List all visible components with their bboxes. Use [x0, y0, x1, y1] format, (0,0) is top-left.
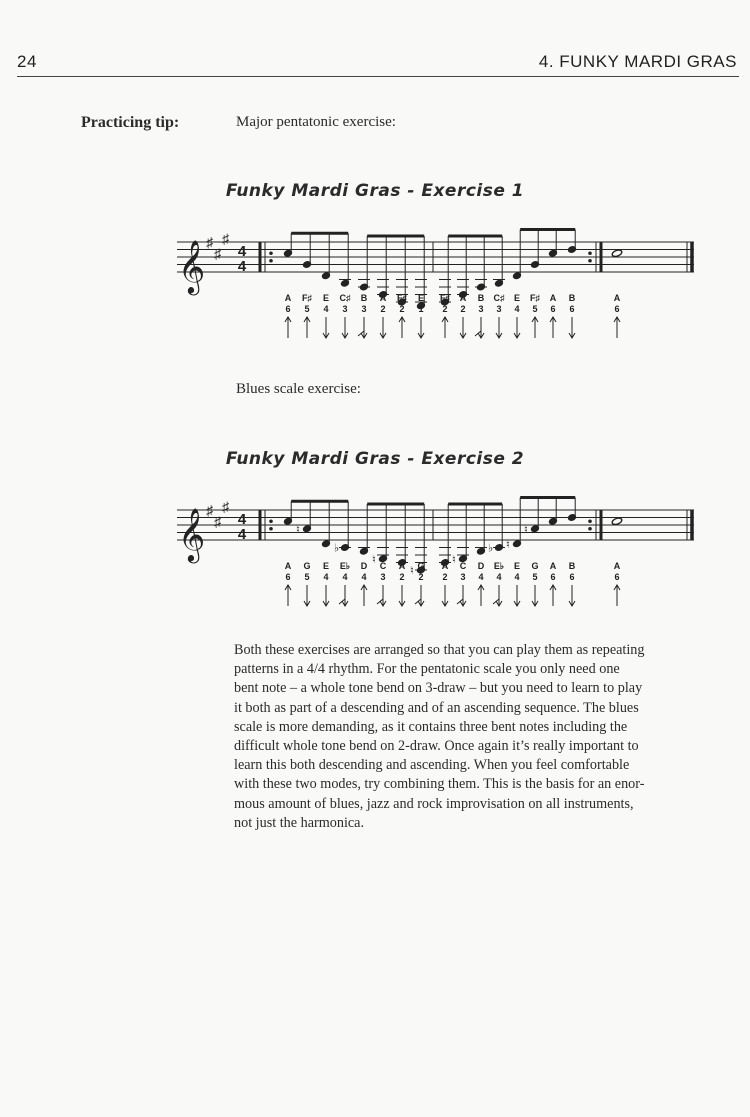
note-name-label: F♯ — [397, 293, 407, 303]
note-head — [530, 261, 539, 269]
natural-icon: ♮ — [524, 523, 528, 536]
time-signature-bottom: 4 — [237, 258, 247, 275]
bend-mark — [339, 599, 345, 604]
hole-number-label: 4 — [361, 572, 367, 582]
note-head — [512, 540, 521, 548]
flat-icon: ♭ — [334, 542, 340, 555]
hole-number-label: 6 — [614, 572, 620, 582]
note-name-label: A — [459, 293, 467, 303]
repeat-dot — [588, 259, 592, 263]
key-sharp-icon: ♯ — [206, 234, 213, 250]
breath-arrow — [377, 585, 386, 606]
practicing-tip-label: Practicing tip: — [81, 114, 180, 131]
body-line: not just the harmonica. — [234, 814, 365, 831]
breath-arrow — [399, 585, 405, 606]
hole-number-label: 1 — [418, 304, 424, 314]
hole-number-label: 3 — [342, 304, 348, 314]
hole-number-label: 6 — [285, 572, 291, 582]
note-name-label: D — [477, 561, 485, 571]
note-name-label: C♯ — [339, 293, 351, 303]
note-name-label: F♯ — [440, 293, 450, 303]
breath-arrow — [614, 585, 620, 606]
note-name-label: C — [459, 561, 467, 571]
breath-arrow — [569, 317, 575, 338]
treble-clef-icon: 𝄞 — [178, 508, 206, 560]
breath-arrow — [399, 317, 405, 338]
key-sharp-icon: ♯ — [206, 502, 213, 518]
pentatonic-caption: Major pentatonic exercise: — [236, 114, 396, 130]
breath-arrow — [478, 585, 484, 606]
hole-number-label: 3 — [460, 572, 466, 582]
bend-mark — [358, 331, 364, 336]
note-name-label: E — [322, 561, 330, 571]
key-sharp-icon: ♯ — [222, 230, 229, 247]
note-head — [512, 272, 521, 280]
body-line: mous amount of blues, jazz and rock improvisation on all instruments, — [234, 795, 634, 812]
hole-number-label: 2 — [418, 572, 424, 582]
hole-number-label: 2 — [460, 304, 466, 314]
breath-arrow — [342, 317, 348, 338]
hole-number-label: 4 — [323, 304, 329, 314]
bend-mark — [457, 599, 463, 604]
hole-number-label: 4 — [342, 572, 348, 582]
note-head — [494, 279, 503, 287]
breath-arrow — [514, 317, 520, 338]
body-line: patterns in a 4/4 rhythm. For the pentatonic scale you only need one — [234, 661, 620, 678]
note-head — [548, 249, 557, 257]
natural-icon: ♮ — [372, 553, 376, 566]
hole-number-label: 6 — [550, 572, 556, 582]
flat-icon: ♭ — [488, 542, 494, 555]
exercise1-title: Funky Mardi Gras - Exercise 1 — [225, 181, 525, 201]
hole-number-label: 6 — [569, 304, 575, 314]
note-head — [494, 544, 503, 552]
note-name-label: A — [441, 561, 449, 571]
hole-number-label: 5 — [532, 304, 538, 314]
note-head — [476, 283, 485, 291]
note-name-label: E — [513, 293, 521, 303]
breath-arrow — [358, 317, 367, 338]
note-head — [476, 547, 485, 555]
note-head — [302, 525, 311, 533]
breath-arrow — [475, 317, 484, 338]
repeat-dot — [588, 527, 592, 531]
chapter-title: 4. FUNKY MARDI GRAS — [538, 52, 737, 71]
note-name-label: C♯ — [493, 293, 505, 303]
hole-number-label: 2 — [442, 304, 448, 314]
breath-arrow — [361, 585, 367, 606]
page-number: 24 — [17, 52, 37, 71]
note-head — [340, 279, 349, 287]
key-sharp-icon: ♯ — [214, 245, 221, 262]
note-head — [567, 246, 576, 254]
repeat-dot — [269, 519, 273, 523]
exercise2-staff — [0, 494, 750, 606]
body-line: bent note – a whole tone bend on 3-draw – but you need to learn to play — [234, 680, 643, 697]
body-line: Both these exercises are arranged so that you can play them as repeating — [234, 642, 645, 658]
hole-number-label: 2 — [399, 572, 405, 582]
note-name-label: D — [360, 561, 368, 571]
breath-arrow — [514, 585, 520, 606]
hole-number-label: 3 — [496, 304, 502, 314]
time-signature-bottom: 4 — [237, 526, 247, 543]
hole-number-label: 4 — [514, 304, 520, 314]
time-signature-top: 4 — [237, 511, 247, 528]
note-name-label: E♭ — [493, 561, 505, 571]
note-name-label: B — [360, 293, 368, 303]
hole-number-label: 3 — [478, 304, 484, 314]
note-name-label: B — [568, 561, 576, 571]
hole-number-label: 6 — [614, 304, 620, 314]
note-name-label: A — [613, 561, 621, 571]
note-head — [548, 517, 557, 525]
note-head — [340, 544, 349, 552]
breath-arrow — [285, 585, 291, 606]
header-rule — [17, 76, 739, 77]
hole-number-label: 4 — [478, 572, 484, 582]
note-name-label: G — [531, 561, 539, 571]
body-line: learn this both descending and ascending. When you feel comfortable — [234, 757, 630, 774]
natural-icon: ♮ — [410, 565, 414, 577]
note-name-label: E — [322, 293, 330, 303]
note-head — [302, 261, 311, 269]
note-name-label: A — [549, 293, 557, 303]
note-name-label: B — [568, 293, 576, 303]
note-name-label: F♯ — [302, 293, 312, 303]
hole-number-label: 6 — [569, 572, 575, 582]
note-head — [359, 283, 368, 291]
time-signature-top: 4 — [237, 243, 247, 260]
key-sharp-icon: ♯ — [214, 513, 221, 530]
hole-number-label: 5 — [304, 304, 310, 314]
exercise1-staff — [0, 226, 750, 338]
hole-number-label: 2 — [380, 304, 386, 314]
note-head — [567, 514, 576, 522]
blues-caption: Blues scale exercise: — [236, 381, 361, 397]
breath-arrow — [418, 317, 424, 338]
note-head — [283, 517, 292, 525]
repeat-dot — [588, 251, 592, 255]
note-name-label: A — [398, 561, 406, 571]
breath-arrow — [415, 585, 424, 606]
note-name-label: A — [284, 293, 292, 303]
note-name-label: F♯ — [530, 293, 540, 303]
hole-number-label: 6 — [285, 304, 291, 314]
hole-number-label: 2 — [399, 304, 405, 314]
breath-arrow — [550, 585, 556, 606]
repeat-dot — [269, 251, 273, 255]
body-line: scale is more demanding, as it contains three bent notes including the — [234, 718, 628, 735]
note-name-label: A — [613, 293, 621, 303]
note-name-label: A — [379, 293, 387, 303]
bend-mark — [493, 599, 499, 604]
note-head — [321, 540, 330, 548]
breath-arrow — [496, 317, 502, 338]
breath-arrow — [442, 585, 448, 606]
breath-arrow — [457, 585, 466, 606]
hole-number-label: 5 — [532, 572, 538, 582]
hole-number-label: 4 — [496, 572, 502, 582]
breath-arrow — [285, 317, 291, 338]
breath-arrow — [304, 317, 310, 338]
breath-arrow — [323, 585, 329, 606]
hole-number-label: 2 — [442, 572, 448, 582]
repeat-dot — [269, 259, 273, 263]
note-head — [283, 249, 292, 257]
exercise2-title: Funky Mardi Gras - Exercise 2 — [225, 449, 525, 469]
natural-icon: ♮ — [452, 553, 456, 566]
note-name-label: B — [477, 293, 485, 303]
note-head — [321, 272, 330, 280]
breath-arrow — [460, 317, 466, 338]
repeat-dot — [588, 519, 592, 523]
breath-arrow — [532, 317, 538, 338]
breath-arrow — [339, 585, 348, 606]
repeat-dot — [269, 527, 273, 531]
hole-number-label: 3 — [361, 304, 367, 314]
breath-arrow — [323, 317, 329, 338]
hole-number-label: 5 — [304, 572, 310, 582]
note-name-label: G — [417, 561, 425, 571]
hole-number-label: 6 — [550, 304, 556, 314]
breath-arrow — [442, 317, 448, 338]
note-name-label: E♭ — [339, 561, 351, 571]
note-name-label: C — [379, 561, 387, 571]
note-head — [611, 249, 622, 258]
bend-mark — [377, 599, 383, 604]
body-line: it both as part of a descending and of an ascending sequence. The blues — [234, 699, 639, 716]
bend-mark — [415, 599, 421, 604]
treble-clef-icon: 𝄞 — [178, 240, 206, 292]
note-name-label: A — [284, 561, 292, 571]
breath-arrow — [532, 585, 538, 606]
body-line: with these two modes, try combining them. This is the basis for an enor- — [234, 776, 645, 793]
note-name-label: E — [417, 293, 425, 303]
note-name-label: A — [549, 561, 557, 571]
breath-arrow — [569, 585, 575, 606]
natural-icon: ♮ — [296, 523, 300, 536]
breath-arrow — [614, 317, 620, 338]
note-head — [530, 525, 539, 533]
body-line: difficult whole tone bend on 2-draw. Once again it’s really important to — [234, 738, 639, 755]
bend-mark — [475, 331, 481, 336]
body-paragraph — [234, 641, 699, 833]
natural-icon: ♮ — [506, 538, 510, 551]
key-sharp-icon: ♯ — [222, 498, 229, 515]
note-head — [359, 547, 368, 555]
breath-arrow — [304, 585, 310, 606]
breath-arrow — [380, 317, 386, 338]
breath-arrow — [493, 585, 502, 606]
note-name-label: G — [303, 561, 311, 571]
note-head — [611, 517, 622, 526]
hole-number-label: 3 — [380, 572, 386, 582]
hole-number-label: 4 — [323, 572, 329, 582]
breath-arrow — [550, 317, 556, 338]
note-name-label: E — [513, 561, 521, 571]
hole-number-label: 4 — [514, 572, 520, 582]
